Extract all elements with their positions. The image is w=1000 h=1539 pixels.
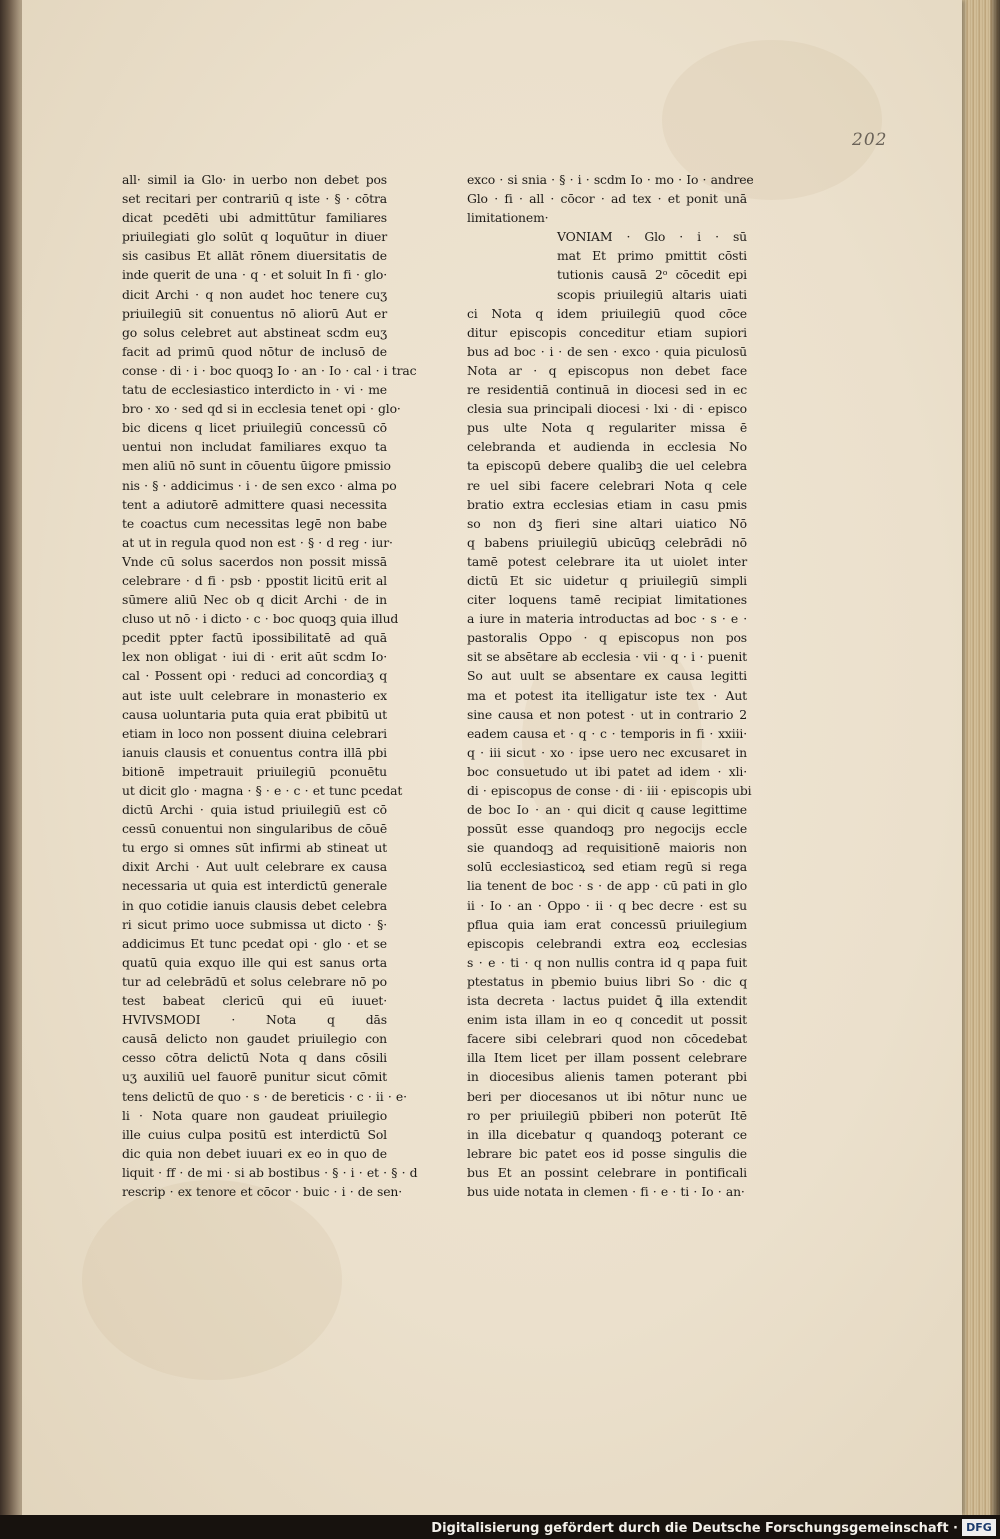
text-line: ianuis clausis et conuentus contra illā pbi	[122, 744, 387, 760]
text-line: ista decreta · lactus puidet ꝗ̄ illa extendit	[467, 993, 747, 1009]
text-line: tent a adiutorē admittere quasi necessita	[122, 496, 387, 512]
text-line: lex non obligat · iui di · erit aūt scdm Io·	[122, 649, 387, 665]
text-line: VONIAM · Glo · i · sū	[557, 229, 747, 245]
text-line: bus Et an possint celebrare in pontificali	[467, 1164, 747, 1180]
text-line: tu ergo si omnes sūt infirmi ab stineat ut	[122, 840, 387, 856]
text-line: HVIVSMODI · Nota q dās	[122, 1012, 387, 1028]
text-line: Nota ar · q episcopus non debet face	[467, 362, 747, 378]
text-line: possūt esse quandoqꝫ pro negocijs eccle	[467, 821, 747, 837]
text-line: scopis priuilegiū altaris uiati	[557, 286, 747, 302]
text-line: cesso cōtra delictū Nota q dans cōsili	[122, 1050, 387, 1066]
text-line: causā delicto non gaudet priuilegio con	[122, 1031, 387, 1047]
text-line: bro · xo · sed qd si in ecclesia tenet opi · glo·	[122, 401, 401, 417]
text-line: sine causa et non potest · ut in contrario 2	[467, 706, 747, 722]
funding-notice: Digitalisierung gefördert durch die Deutsche Forschungsgemeinschaft ·	[431, 1521, 958, 1536]
text-line: tens delictū de quo · s · de bereticis · c · ii · e·	[122, 1088, 407, 1104]
text-line: s · e · ti · q non nullis contra id q papa fuit	[467, 954, 747, 970]
text-line: Vnde cū solus sacerdos non possit missā	[122, 553, 387, 569]
text-line: men aliū nō sunt in cōuentu ūigore pmissio	[122, 458, 391, 474]
text-line: tur ad celebrādū et solus celebrare nō po	[122, 973, 387, 989]
text-line: lebrare bic patet eos id posse singulis die	[467, 1145, 747, 1161]
text-line: bitionē impetrauit priuilegiū pconuētu	[122, 763, 387, 779]
text-line: beri per diocesanos ut ibi nōtur nunc ue	[467, 1088, 747, 1104]
text-line: facere sibi celebrari quod non cōcedebat	[467, 1031, 747, 1047]
text-line: solū ecclesiasticoꝝ sed etiam regū si rega	[467, 859, 747, 875]
text-line: sit se absētare ab ecclesia · vii · q · i · puenit	[467, 649, 747, 665]
text-line: de boc Io · an · qui dicit q cause legittime	[467, 802, 747, 818]
text-line: at ut in regula quod non est · § · d reg · iur·	[122, 534, 393, 550]
text-line: ri sicut primo uoce submissa ut dicto · §·	[122, 916, 387, 932]
text-line: dictū Archi · quia istud priuilegiū est cō	[122, 802, 387, 818]
text-line: dictū Et sic uidetur q priuilegiū simpli	[467, 572, 747, 588]
text-line: ma et potest ita itelligatur iste tex · Aut	[467, 687, 747, 703]
text-line: exco · si snia · § · i · scdm Io · mo · Io · andree	[467, 172, 754, 187]
text-line: dixit Archi · Aut uult celebrare ex causa	[122, 859, 387, 875]
text-line: tamē potest celebrare ita ut uiolet inter	[467, 553, 747, 569]
text-line: all· simil ia Glo· in uerbo non debet pos	[122, 172, 387, 187]
text-line: necessaria ut quia est interdictū generale	[122, 878, 387, 894]
text-line: re uel sibi facere celebrari Nota q cele	[467, 477, 747, 493]
text-line: tatu de ecclesiastico interdicto in · vi · me	[122, 382, 387, 398]
text-line: q babens priuilegiū ubicūqꝫ celebrādi nō	[467, 534, 747, 550]
text-line: etiam in loco non possent diuina celebrari	[122, 725, 387, 741]
text-line: bratio extra ecclesias etiam in casu pmis	[467, 496, 747, 512]
text-line: pflua quia iam erat concessū priuilegium	[467, 916, 747, 932]
text-line: ta episcopū debere qualibꝫ die uel celebra	[467, 458, 747, 474]
text-line: conse · di · i · boc quoqꝫ Io · an · Io · cal · i trac	[122, 362, 417, 378]
text-line: celebranda et audienda in ecclesia No	[467, 439, 747, 455]
text-line: pastoralis Oppo · q episcopus non pos	[467, 630, 747, 646]
footer-bar	[0, 1515, 1000, 1539]
text-line: dic quia non debet iuuari ex eo in quo de	[122, 1145, 387, 1161]
text-column-right	[467, 170, 754, 1201]
text-line: ille cuius culpa positū est interdictū Sol	[122, 1126, 387, 1142]
text-line: li · Nota quare non gaudeat priuilegio	[122, 1107, 387, 1123]
text-line: te coactus cum necessitas legē non babe	[122, 515, 387, 531]
text-line: ii · Io · an · Oppo · ii · q bec decre · est su	[467, 897, 747, 913]
text-line: illa Item licet per illam possent celebrare	[467, 1050, 747, 1066]
text-line: boc consuetudo ut ibi patet ad idem · xli·	[467, 763, 747, 779]
text-line: q · iii sicut · xo · ipse uero nec excusaret in	[467, 744, 747, 760]
text-line: enim ista illam in eo q concedit ut possit	[467, 1012, 747, 1028]
text-line: lia tenent de boc · s · de app · cū pati in glo	[467, 878, 747, 894]
text-line: di · episcopus de conse · di · iii · episcopis ubi	[467, 783, 752, 798]
text-line: a iure in materia introductas ad boc · s · e ·	[467, 611, 747, 627]
text-line: ci Nota q idem priuilegiū quod cōce	[467, 305, 747, 321]
text-column-left	[122, 170, 418, 1201]
text-line: aut iste uult celebrare in monasterio ex	[122, 687, 387, 703]
text-line: bus uide notata in clemen · fi · e · ti · Io · an·	[467, 1183, 745, 1199]
text-line: go solus celebret aut abstineat scdm euʒ	[122, 324, 387, 340]
text-line: nis · § · addicimus · i · de sen exco · alma po	[122, 477, 397, 493]
text-line: dicat pcedēti ubi admittūtur familiares	[122, 210, 387, 226]
text-line: ditur episcopis conceditur etiam supiori	[467, 324, 747, 340]
text-line: facit ad primū quod nōtur de inclusō de	[122, 343, 387, 359]
text-line: limitationem·	[467, 210, 549, 226]
text-line: episcopis celebrandi extra eoꝝ ecclesias	[467, 935, 747, 951]
text-line: tutionis causā 2ᵒ cōcedit epi	[557, 267, 747, 283]
text-line: in quo cotidie ianuis clausis debet celebra	[122, 897, 387, 913]
text-line: quatū quia exquo ille qui est sanus orta	[122, 954, 387, 970]
text-line: priuilegiū sit conuentus nō aliorū Aut er	[122, 305, 387, 321]
text-line: pus ulte Nota q regulariter missa ē	[467, 420, 747, 436]
text-line: inde querit de una · q · et soluit In fi · glo·	[122, 267, 387, 283]
text-line: sie quandoqꝫ ad requisitionē maioris non	[467, 840, 747, 856]
folio-number: 202	[852, 130, 888, 150]
text-line: rescrip · ex tenore et cōcor · buic · i · de sen·	[122, 1183, 403, 1199]
text-line: in diocesibus alienis tamen poterant pbi	[467, 1069, 747, 1085]
text-line: celebrare · d fi · psb · ppostit licitū erit al	[122, 572, 387, 588]
incunable-page	[22, 0, 962, 1515]
text-line: uʒ auxiliū uel fauorē punitur sicut cōmit	[122, 1069, 387, 1085]
text-line: ro per priuilegiū pbiberi non poterūt Itē	[467, 1107, 747, 1123]
text-line: sūmere aliū Nec ob q dicit Archi · de in	[122, 592, 387, 608]
text-line: Glo · fi · all · cōcor · ad tex · et ponit unā	[467, 191, 747, 207]
dfg-logo: DFG	[962, 1519, 996, 1536]
text-line: So aut uult se absentare ex causa legitti	[467, 668, 747, 684]
text-line: ptestatus in pbemio buius libri So · dic q	[467, 973, 747, 989]
text-line: re residentiā continuā in diocesi sed in ec	[467, 382, 747, 398]
text-line: so non dꝫ fieri sine altari uiatico Nō	[467, 515, 747, 531]
text-line: set recitari per contrariū q iste · § · cōtra	[122, 191, 387, 207]
text-line: test babeat clericū qui eū iuuet·	[122, 993, 387, 1009]
text-line: priuilegiati glo solūt q loquūtur in diuer	[122, 229, 387, 245]
text-line: addicimus Et tunc pcedat opi · glo · et se	[122, 935, 387, 951]
text-line: sis casibus Et allāt rōnem diuersitatis de	[122, 248, 387, 264]
text-line: mat Et primo pmittit cōsti	[557, 248, 747, 264]
text-line: liquit · ff · de mi · si ab bostibus · § · i · et · § · d	[122, 1164, 418, 1180]
text-line: dicit Archi · q non audet hoc tenere cuʒ	[122, 286, 387, 302]
text-line: ut dicit glo · magna · § · e · c · et tunc pcedat	[122, 783, 403, 798]
text-line: cessū conuentui non singularibus de cōuē	[122, 821, 387, 837]
text-line: citer loquens tamē recipiat limitationes	[467, 592, 747, 608]
text-line: pcedit ppter factū ipossibilitatē ad quā	[122, 630, 387, 646]
text-line: bus ad boc · i · de sen · exco · quia piculosū	[467, 343, 747, 359]
text-line: eadem causa et · q · c · temporis in fi · xxiii·	[467, 725, 747, 741]
text-line: in illa dicebatur q quandoqꝫ poterant ce	[467, 1126, 747, 1142]
text-line: clesia sua principali diocesi · lxi · di · episco	[467, 401, 747, 417]
text-line: bic dicens q licet priuilegiū concessū cō	[122, 420, 387, 436]
text-line: uentui non includat familiares exquo ta	[122, 439, 387, 455]
text-line: causa uoluntaria puta quia erat pbibitū ut	[122, 706, 387, 722]
text-line: cluso ut nō · i dicto · c · boc quoqꝫ quia illud	[122, 611, 399, 627]
text-line: cal · Possent opi · reduci ad concordiaʒ q	[122, 668, 387, 684]
